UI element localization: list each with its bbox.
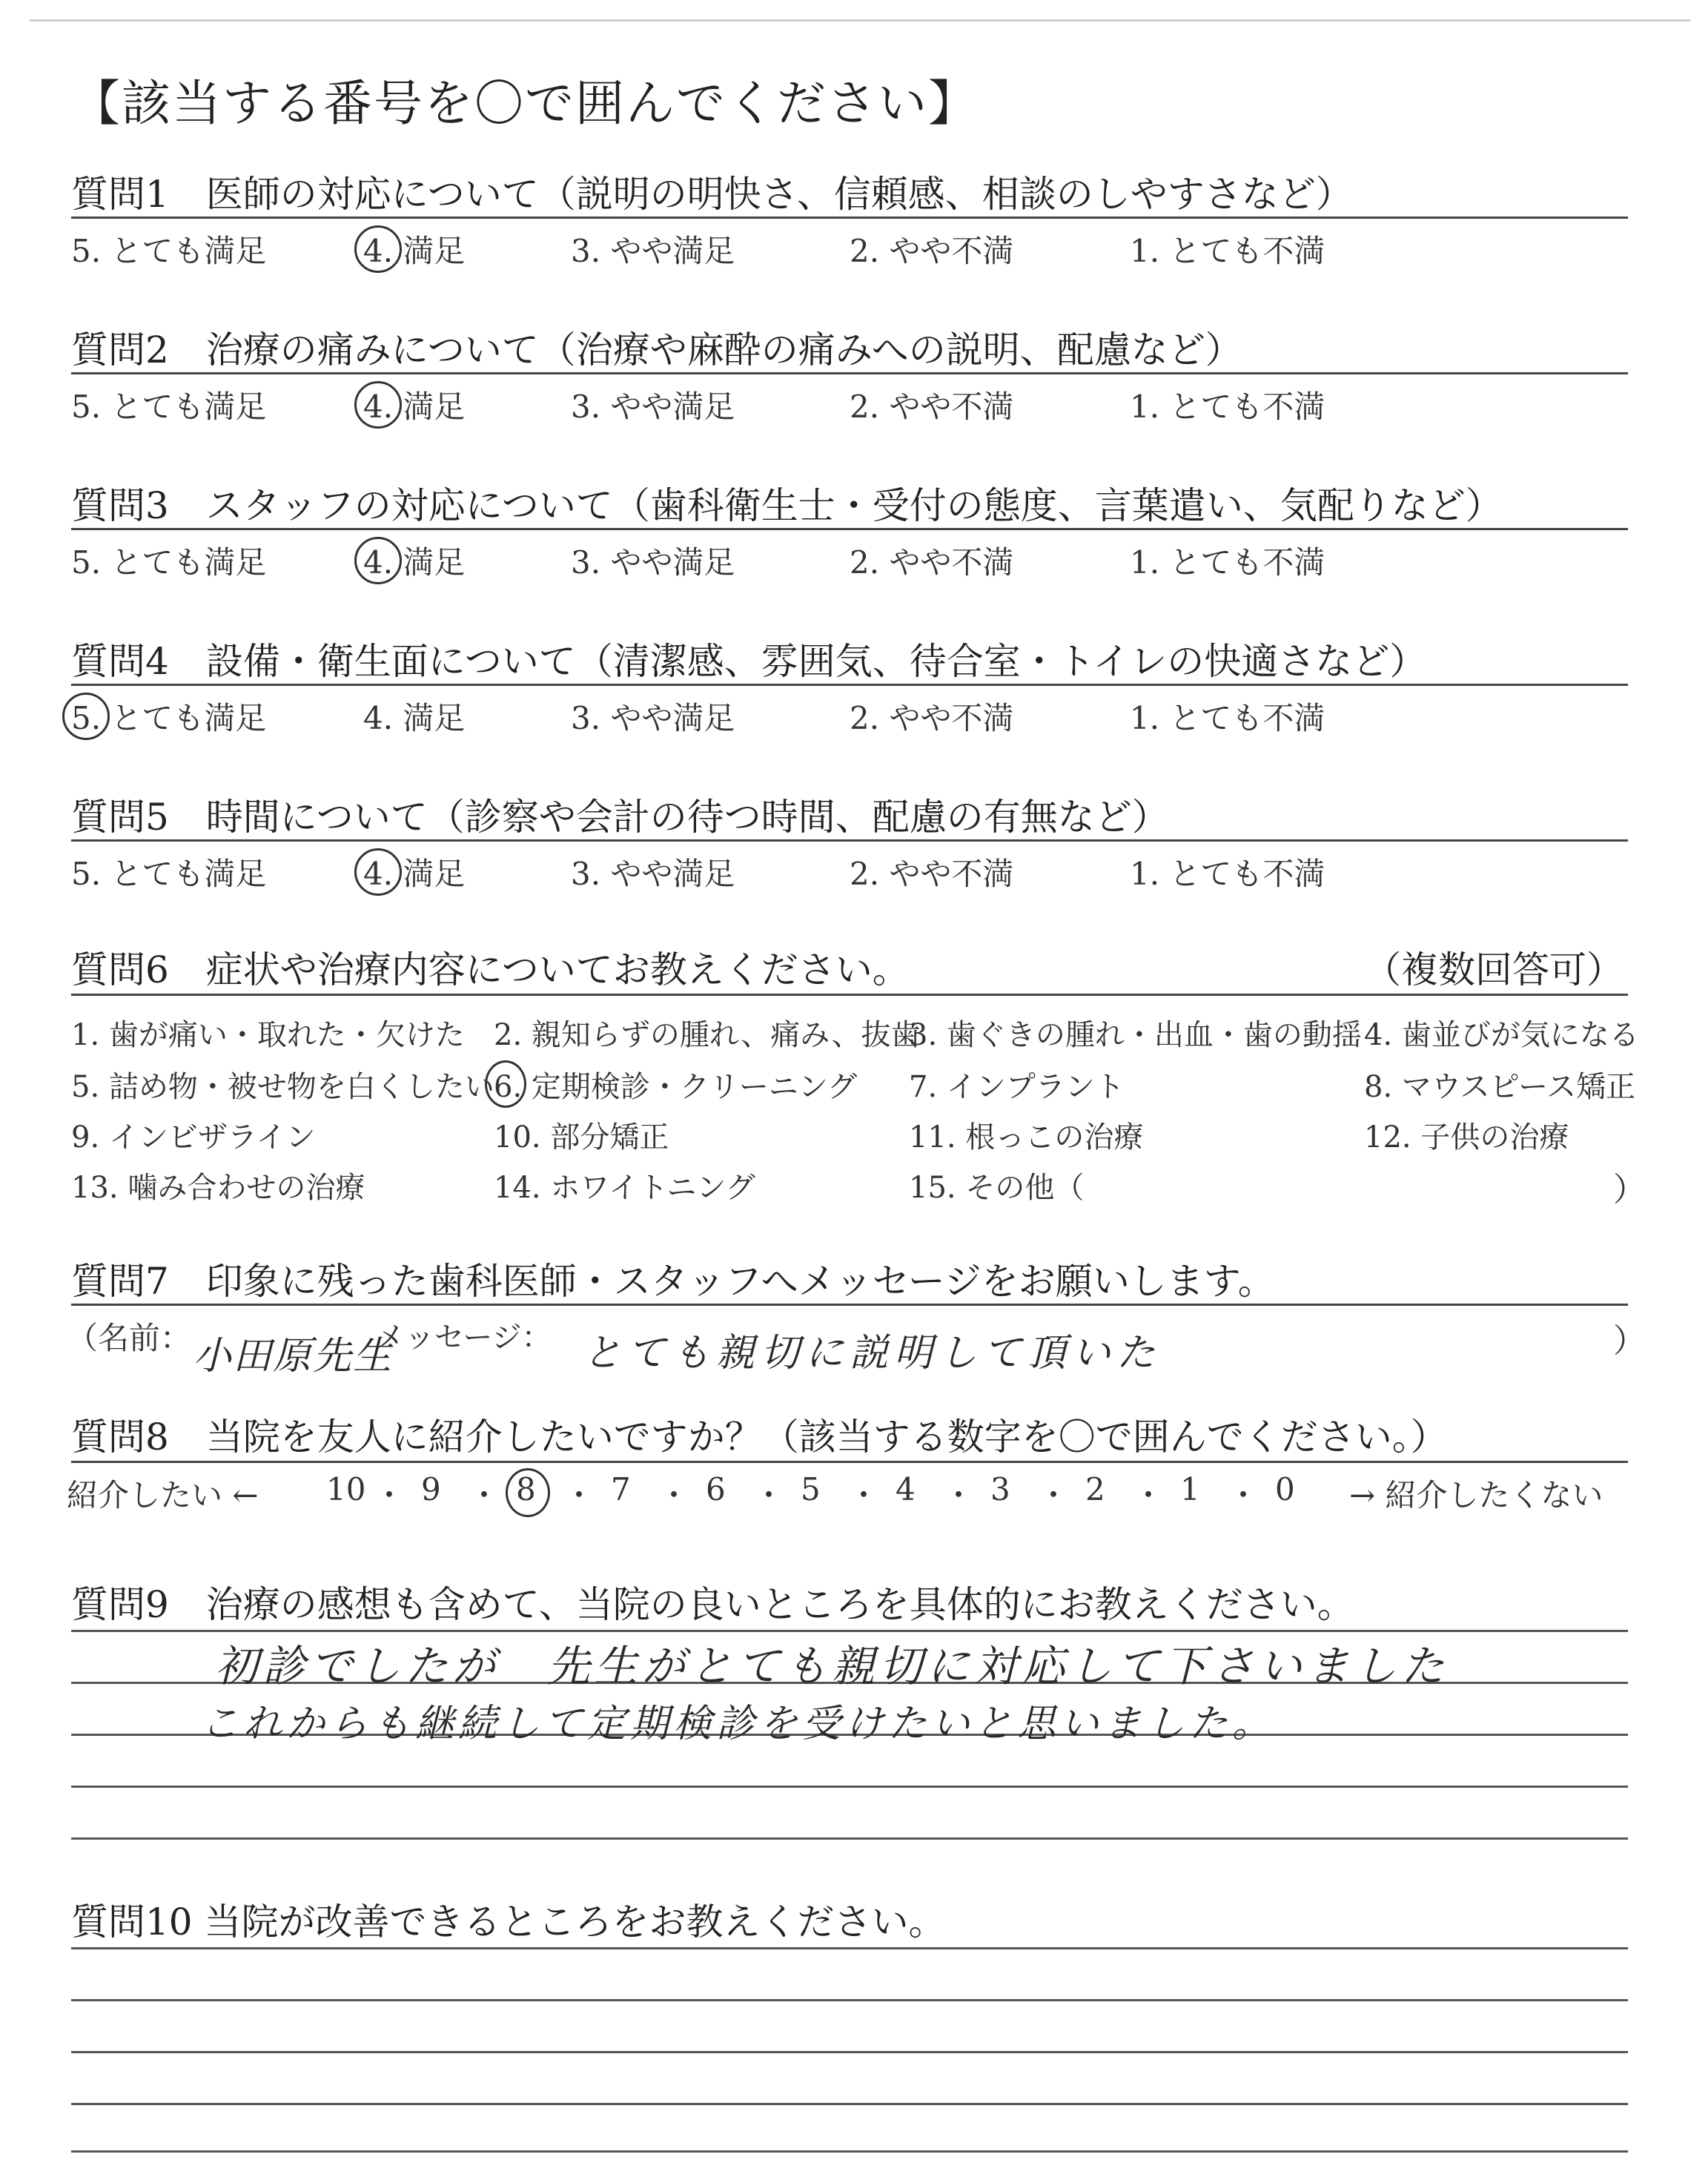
q8-separator: ・ [753,1477,785,1513]
q8-separator: ・ [1133,1477,1165,1513]
q3-option-2[interactable]: 2. やや不満 [850,544,1014,581]
q8-number-2[interactable]: 2 [1085,1471,1105,1507]
q10-line-1 [71,1947,1628,1949]
q5-option-5[interactable]: 5. とても満足 [71,856,267,892]
q1-rule [71,217,1628,219]
q6-option-4[interactable]: 4. 歯並びが気になる [1364,1018,1639,1052]
q6-option-10[interactable]: 10. 部分矯正 [494,1120,669,1155]
q6-option-6[interactable]: 6. 定期検診・クリーニング [494,1070,858,1104]
q8-number-4[interactable]: 4 [896,1471,916,1507]
q6-option-9[interactable]: 9. インビザライン [71,1120,316,1155]
q6-note: （複数回答可） [1364,948,1623,991]
q9-line-4 [71,1786,1628,1788]
q1-option-4[interactable]: 4. 満足 [363,233,466,269]
q3-option-1[interactable]: 1. とても不満 [1130,544,1325,581]
q5-option-2[interactable]: 2. やや不満 [850,856,1014,892]
q4-option-3[interactable]: 3. やや満足 [571,700,735,736]
q6-option-12[interactable]: 12. 子供の治療 [1364,1120,1569,1155]
q2-option-1[interactable]: 1. とても不満 [1130,389,1325,425]
q8-heading: 質問8 当院を友人に紹介したいですか？（該当する数字を〇で囲んでください。） [71,1416,1448,1459]
q6-option-13[interactable]: 13. 噛み合わせの治療 [71,1171,365,1205]
q8-selected-circle [506,1468,550,1517]
q6-option-5[interactable]: 5. 詰め物・被せ物を白くしたい [71,1070,494,1104]
q5-rule [71,839,1628,842]
q8-number-1[interactable]: 1 [1180,1471,1200,1507]
q8-rule [71,1461,1628,1463]
q8-separator: ・ [469,1477,500,1513]
q8-number-9[interactable]: 9 [421,1471,441,1507]
q8-right-label: → 紹介したくない [1349,1477,1603,1513]
q9-heading: 質問9 治療の感想も含めて、当院の良いところを具体的にお教えください。 [71,1583,1354,1626]
q6-option-1[interactable]: 1. 歯が痛い・取れた・欠けた [71,1018,465,1052]
q6-option-11[interactable]: 11. 根っこの治療 [909,1120,1144,1155]
q8-separator: ・ [374,1477,406,1513]
q7-message-value: とても親切に説明して頂いた [583,1331,1162,1375]
q8-separator: ・ [563,1477,595,1513]
q6-rule [71,994,1628,996]
q1-option-3[interactable]: 3. やや満足 [571,233,735,269]
q8-separator: ・ [1228,1477,1260,1513]
q8-separator: ・ [1038,1477,1070,1513]
q3-option-5[interactable]: 5. とても満足 [71,544,267,581]
q7-name-value: 小田原先生 [193,1334,394,1378]
q8-number-7[interactable]: 7 [611,1471,631,1507]
q2-option-3[interactable]: 3. やや満足 [571,389,735,425]
q1-option-5[interactable]: 5. とても満足 [71,233,267,269]
top-border [30,19,1690,22]
page-title: 【該当する番号を〇で囲んでください】 [71,75,979,132]
q10-line-3 [71,2051,1628,2053]
q3-option-3[interactable]: 3. やや満足 [571,544,735,581]
q4-option-4[interactable]: 4. 満足 [363,700,466,736]
q4-heading: 質問4 設備・衛生面について（清潔感、雰囲気、待合室・トイレの快適さなど） [71,640,1427,683]
q8-number-8[interactable]: 8 [516,1471,536,1507]
q6-selected-circle [485,1060,526,1108]
q8-separator: ・ [658,1477,690,1513]
q1-option-1[interactable]: 1. とても不満 [1130,233,1325,269]
q6-option-14[interactable]: 14. ホワイトニング [494,1171,755,1205]
q1-option-2[interactable]: 2. やや不満 [850,233,1014,269]
q5-option-4[interactable]: 4. 満足 [363,856,466,892]
q7-rule [71,1304,1628,1306]
q6-option-3[interactable]: 3. 歯ぐきの腫れ・出血・歯の動揺 [909,1018,1362,1052]
q10-line-2 [71,1999,1628,2001]
q9-answer-line-1: 初診でしたが 先生がとても親切に対応して下さいました [215,1641,1449,1691]
q5-option-1[interactable]: 1. とても不満 [1130,856,1325,892]
q5-option-3[interactable]: 3. やや満足 [571,856,735,892]
q6-option-15[interactable]: 15. その他（ [909,1171,1085,1205]
q9-answer-line-2: これからも継続して定期検診を受けたいと思いました。 [200,1702,1276,1746]
q8-separator: ・ [848,1477,880,1513]
q8-left-label: 紹介したい ← [67,1477,259,1513]
q6-option-8[interactable]: 8. マウスピース矯正 [1364,1070,1636,1104]
q7-name-label: （名前： [67,1320,192,1356]
q8-number-10[interactable]: 10 [326,1471,366,1507]
q3-answer-circle [354,537,402,584]
q10-heading: 質問10 当院が改善できるところをお教えください。 [71,1900,946,1943]
q8-separator: ・ [943,1477,975,1513]
q8-number-6[interactable]: 6 [706,1471,726,1507]
q8-number-3[interactable]: 3 [990,1471,1010,1507]
q7-heading: 質問7 印象に残った歯科医師・スタッフへメッセージをお願いします。 [71,1260,1275,1303]
q6-option-2[interactable]: 2. 親知らずの腫れ、痛み、抜歯 [494,1018,921,1052]
q2-option-2[interactable]: 2. やや不満 [850,389,1014,425]
q8-number-5[interactable]: 5 [801,1471,821,1507]
q3-heading: 質問3 スタッフの対応について（歯科衛生士・受付の態度、言葉遣い、気配りなど） [71,484,1503,527]
q6-option-7[interactable]: 7. インプラント [909,1070,1125,1104]
q5-answer-circle [354,848,402,896]
q7-close-paren: ） [1613,1322,1646,1360]
q2-rule [71,372,1628,374]
q2-heading: 質問2 治療の痛みについて（治療や麻酔の痛みへの説明、配慮など） [71,328,1242,371]
q4-option-5[interactable]: 5. とても満足 [71,700,267,736]
q1-heading: 質問1 医師の対応について（説明の明快さ、信頼感、相談のしやすさなど） [71,173,1353,216]
q2-option-5[interactable]: 5. とても満足 [71,389,267,425]
q10-line-5 [71,2150,1628,2153]
q2-option-4[interactable]: 4. 満足 [363,389,466,425]
q4-option-1[interactable]: 1. とても不満 [1130,700,1325,736]
q1-answer-circle [354,225,402,273]
q6-heading: 質問6 症状や治療内容についてお教えください。 [71,948,910,991]
q2-answer-circle [354,381,402,429]
q9-line-5 [71,1837,1628,1840]
q7-message-label: メッセージ： [375,1321,552,1355]
q10-line-4 [71,2103,1628,2105]
q8-number-0[interactable]: 0 [1275,1471,1295,1507]
q3-rule [71,528,1628,530]
q3-option-4[interactable]: 4. 満足 [363,544,466,581]
q6-close-paren: ） [1613,1171,1646,1209]
q5-heading: 質問5 時間について（診察や会計の待つ時間、配慮の有無など） [71,796,1169,839]
q4-rule [71,684,1628,686]
q4-option-2[interactable]: 2. やや不満 [850,700,1014,736]
q4-answer-circle [62,693,110,740]
